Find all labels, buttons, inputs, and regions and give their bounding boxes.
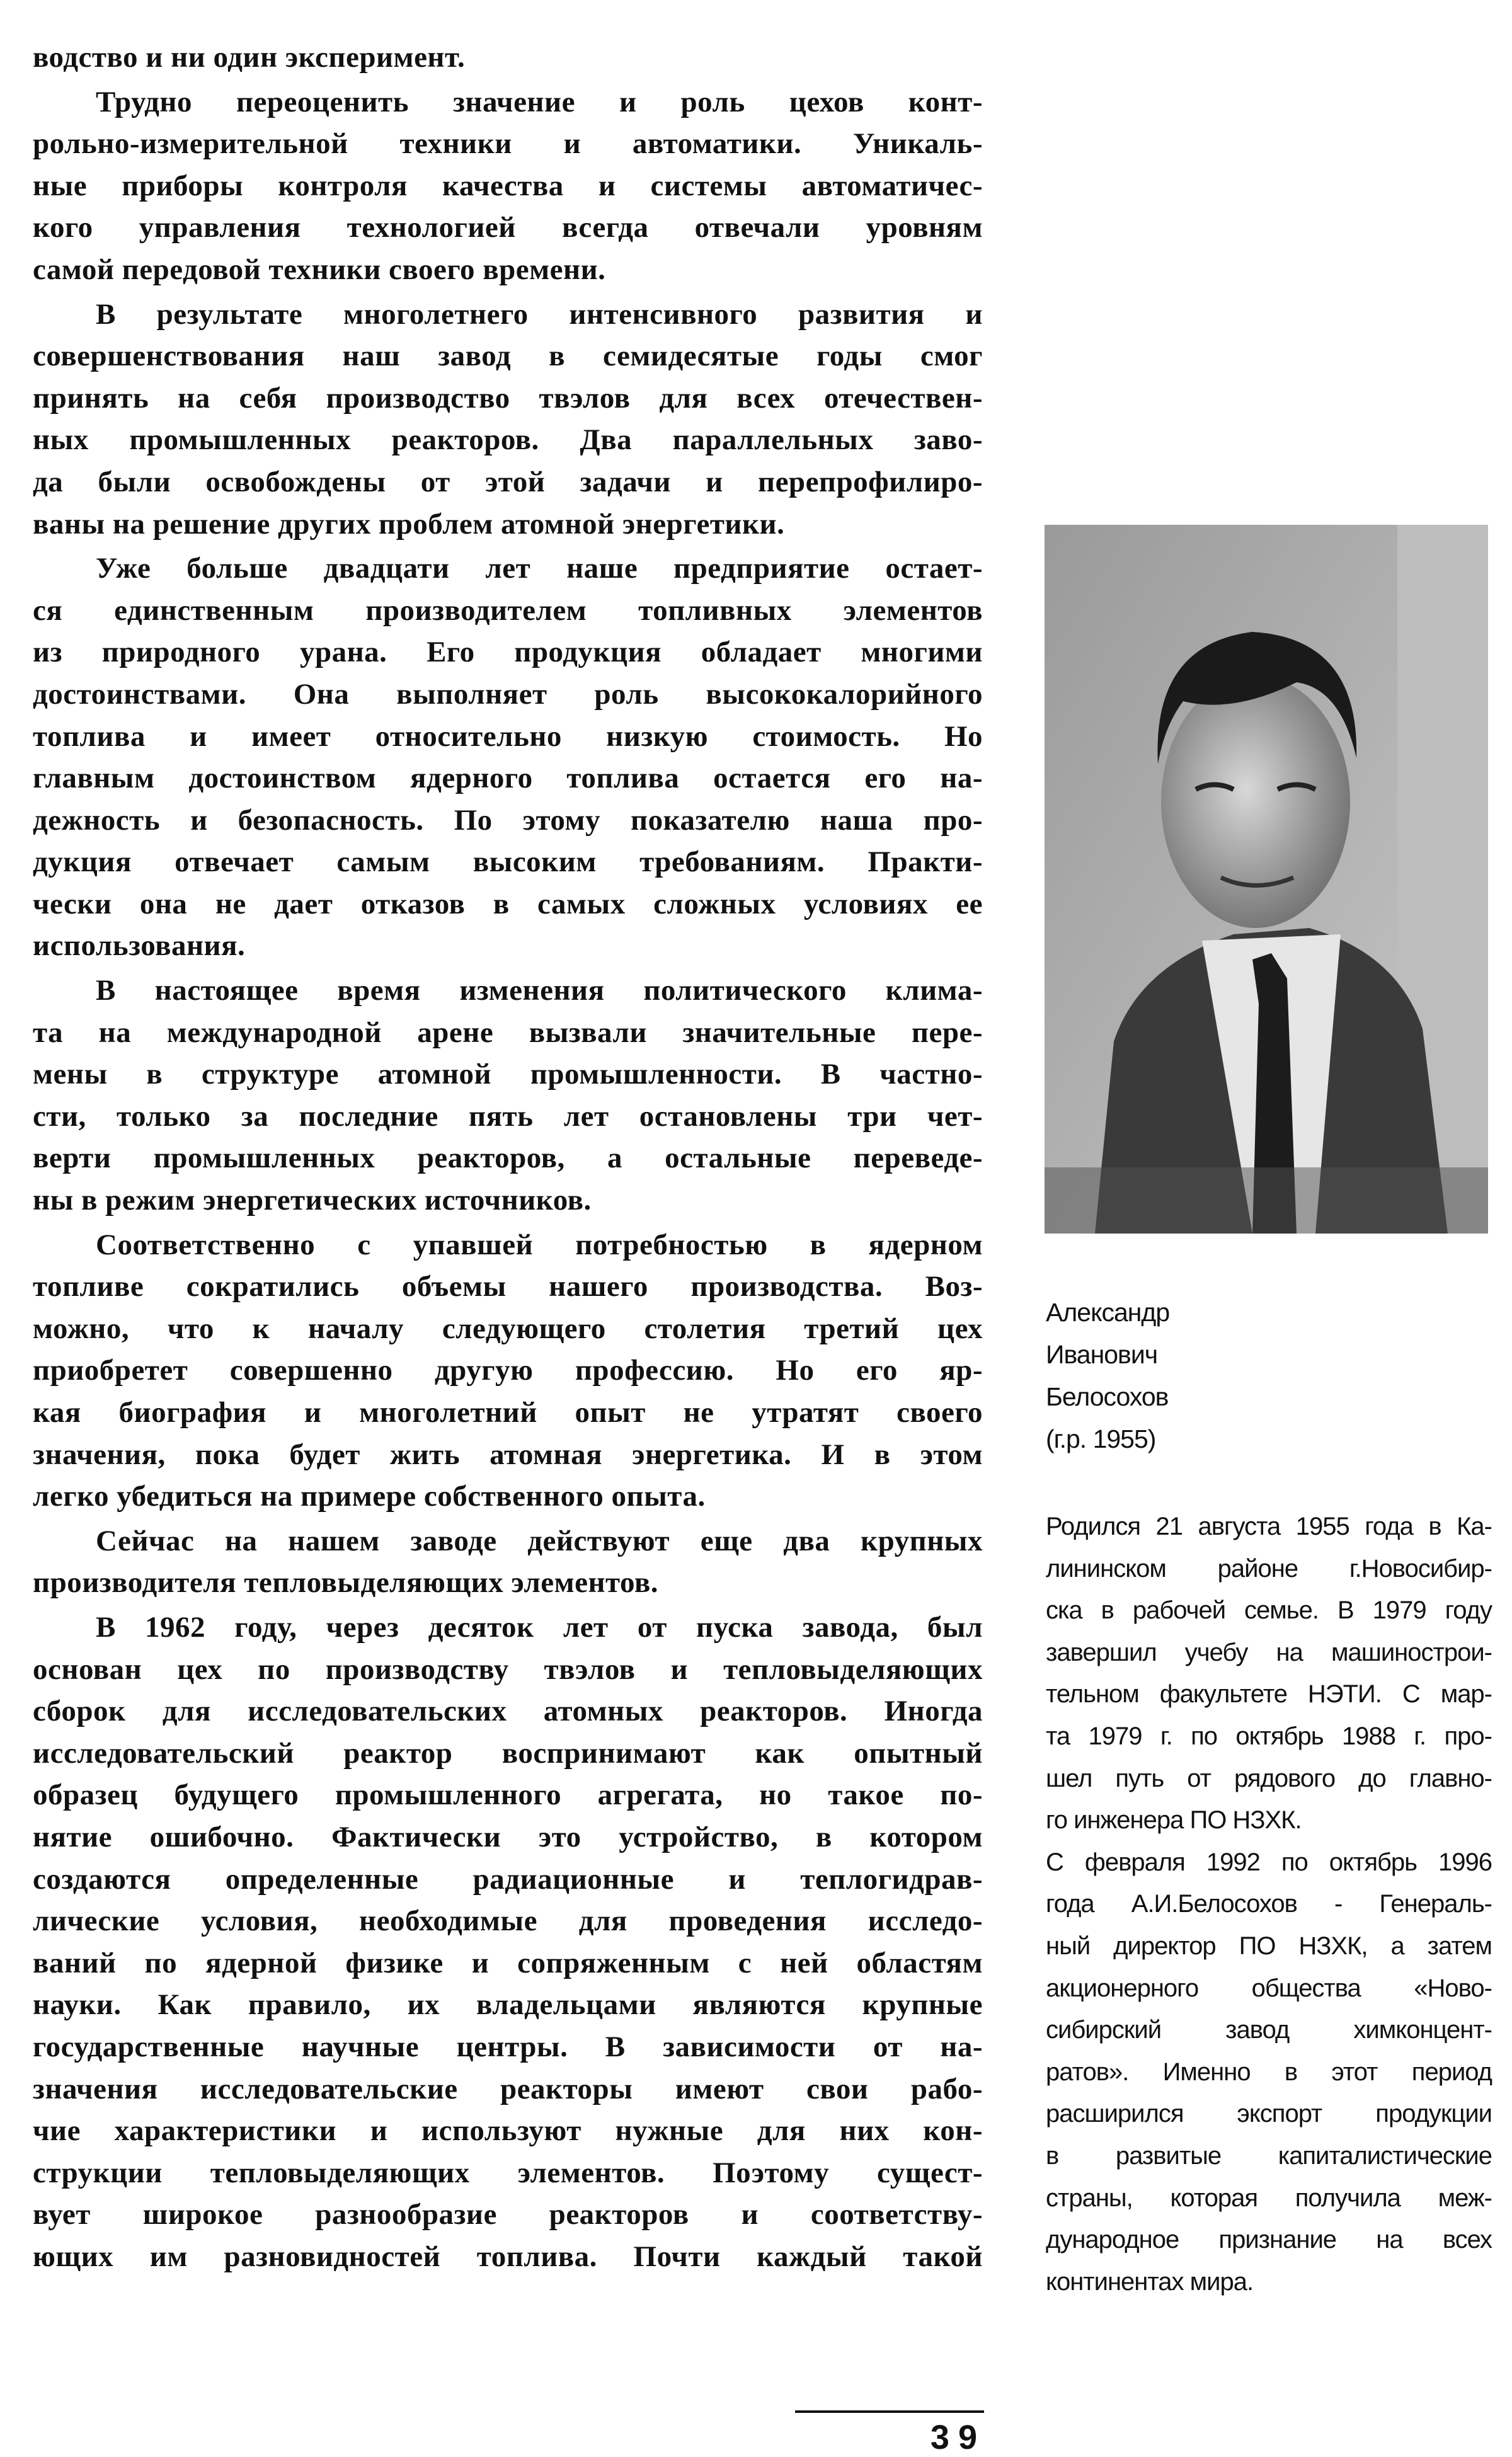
text-line: науки. Как правило, их владельцами являются крупные <box>33 1988 983 2022</box>
portrait-photo <box>1045 525 1488 1234</box>
text-line: В результате многолетнего интенсивного развития и <box>96 297 983 331</box>
caption-line: (г.р. 1955) <box>1046 1424 1156 1453</box>
bio-line: лининском районе г.Новосибир- <box>1046 1554 1492 1583</box>
text-line: ваний по ядерной физике и сопряженным с ней областям <box>33 1946 983 1979</box>
paragraph <box>33 294 983 546</box>
bio-line: Родился 21 августа 1955 года в Ка- <box>1046 1513 1492 1540</box>
paragraph <box>33 37 983 79</box>
text-line: топливе сократились объемы нашего производства. Воз- <box>33 1270 983 1303</box>
text-line: принять на себя производство твэлов для всех отечествен- <box>33 381 983 415</box>
paragraph <box>33 970 983 1222</box>
text-line: самой передовой техники своего времени. <box>33 253 606 286</box>
text-line: мены в структуре атомной промышленности. В частно- <box>33 1058 983 1091</box>
bio-line: дународное признание на всех <box>1046 2226 1492 2254</box>
text-line: Трудно переоценить значение и роль цехов конт- <box>96 85 983 118</box>
text-line: образец будущего промышленного агрегата, но такое по- <box>33 1778 983 1812</box>
text-line: ны в режим энергетических источников. <box>33 1184 592 1217</box>
text-line: значения исследовательские реакторы имеют свои рабо- <box>33 2072 983 2105</box>
text-line: достоинствами. Она выполняет роль высококалорийного <box>33 677 983 711</box>
text-line: топлива и имеет относительно низкую стоимость. Но <box>33 719 983 753</box>
text-line: Соответственно с упавшей потребностью в ядерном <box>96 1228 983 1261</box>
text-line: да были освобождены от этой задачи и перепрофилиро- <box>33 465 983 498</box>
text-line: из природного урана. Его продукция обладает многими <box>33 636 983 669</box>
text-line: В настоящее время изменения политического клима- <box>96 974 983 1007</box>
text-line: рольно-измерительной техники и автоматики. Уникаль- <box>33 127 983 161</box>
bio-line: расширился экспорт продукции <box>1046 2100 1492 2128</box>
text-line: сти, только за последние пять лет остановлены три чет- <box>33 1099 983 1133</box>
text-line: ваны на решение других проблем атомной энергетики. <box>33 507 785 541</box>
bio-line: ный директор ПО НЗХК, а затем <box>1046 1932 1492 1960</box>
bio-line: завершил учебу на машинострои- <box>1046 1638 1492 1666</box>
text-line: использования. <box>33 929 246 963</box>
photo-caption <box>1046 1292 1499 1460</box>
bio-line: ратов». Именно в этот период <box>1046 2058 1492 2086</box>
text-line: лические условия, необходимые для проведения исследо- <box>33 1904 983 1938</box>
text-line: ных промышленных реакторов. Два параллельных заво- <box>33 423 983 457</box>
bio-line: континентах мира. <box>1046 2267 1254 2296</box>
paragraph <box>33 547 983 967</box>
bio-line: тельном факультете НЭТИ. С мар- <box>1046 1680 1492 1709</box>
text-line: дежность и безопасность. По этому показателю наша про- <box>33 803 983 837</box>
text-line: чие характеристики и используют нужные для них кон- <box>33 2114 983 2148</box>
biography-text <box>1046 1506 1492 2303</box>
text-line: основан цех по производству твэлов и тепловыделяющих <box>33 1652 983 1686</box>
text-line: верти промышленных реакторов, а остальные переведе- <box>33 1142 983 1175</box>
text-line: государственные научные центры. В зависимости от на- <box>33 2030 983 2063</box>
portrait-image <box>1045 525 1488 1234</box>
text-line: приобретет совершенно другую профессию. Но его яр- <box>33 1354 983 1387</box>
bio-line: С февраля 1992 по октябрь 1996 <box>1046 1848 1492 1876</box>
text-line: нятие ошибочно. Фактически это устройство, в котором <box>33 1820 983 1853</box>
text-line: дукция отвечает самым высоким требованиям. Практи- <box>33 845 983 879</box>
bio-line: шел путь от рядового до главно- <box>1046 1764 1492 1792</box>
main-text-column <box>33 37 983 2280</box>
text-line: совершенствования наш завод в семидесятые годы смог <box>33 340 983 373</box>
text-line: кая биография и многолетний опыт не утратят своего <box>33 1396 983 1429</box>
paragraph <box>33 1606 983 2278</box>
text-line: можно, что к началу следующего столетия третий цех <box>33 1312 983 1345</box>
text-line: кого управления технологией всегда отвечали уровням <box>33 211 983 244</box>
bio-line: ска в рабочей семье. В 1979 году <box>1046 1596 1492 1625</box>
caption-line: Иванович <box>1046 1340 1158 1369</box>
bio-line: года А.И.Белосохов - Генераль- <box>1046 1890 1492 1918</box>
text-line: Сейчас на нашем заводе действуют еще два крупных <box>96 1524 983 1557</box>
text-line: водство и ни один эксперимент. <box>33 41 466 74</box>
text-line: производителя тепловыделяющих элементов. <box>33 1566 658 1600</box>
text-line: струкции тепловыделяющих элементов. Поэтому сущест- <box>33 2156 983 2189</box>
paragraph <box>33 1224 983 1518</box>
text-line: вует широкое разнообразие реакторов и соответству- <box>33 2198 983 2231</box>
text-line: сборок для исследовательских атомных реакторов. Иногда <box>33 1695 983 1728</box>
paragraph <box>33 81 983 291</box>
text-line: ся единственным производителем топливных элементов <box>33 593 983 627</box>
caption-line: Белосохов <box>1046 1382 1169 1411</box>
bio-line: в развитые капиталистические <box>1046 2141 1492 2170</box>
text-line: В 1962 году, через десяток лет от пуска завода, был <box>96 1610 983 1644</box>
page-number: 39 <box>930 2419 986 2456</box>
bio-line: сибирский завод химконцент- <box>1046 2016 1492 2044</box>
bio-line: го инженера ПО НЗХК. <box>1046 1806 1302 1835</box>
text-line: создаются определенные радиационные и теплогидрав- <box>33 1862 983 1896</box>
paragraph <box>33 1520 983 1604</box>
footer-rule <box>795 2410 984 2413</box>
text-line: легко убедиться на примере собственного опыта. <box>33 1480 706 1513</box>
text-line: главным достоинством ядерного топлива остается его на- <box>33 762 983 795</box>
text-line: Уже больше двадцати лет наше предприятие остает- <box>96 552 983 585</box>
text-line: ющих им разновидностей топлива. Почти каждый такой <box>33 2240 983 2273</box>
text-line: значения, пока будет жить атомная энергетика. И в этом <box>33 1438 983 1471</box>
bio-line: акционерного общества «Ново- <box>1046 1974 1492 2002</box>
text-line: чески она не дает отказов в самых сложных условиях ее <box>33 887 983 920</box>
text-line: исследовательский реактор воспринимают как опытный <box>33 1736 983 1770</box>
caption-line: Александр <box>1046 1298 1170 1327</box>
bio-line: страны, которая получила меж- <box>1046 2184 1492 2212</box>
text-line: ные приборы контроля качества и системы автоматичес- <box>33 169 983 202</box>
text-line: та на международной арене вызвали значительные пере- <box>33 1016 983 1049</box>
bio-line: та 1979 г. по октябрь 1988 г. про- <box>1046 1722 1492 1750</box>
